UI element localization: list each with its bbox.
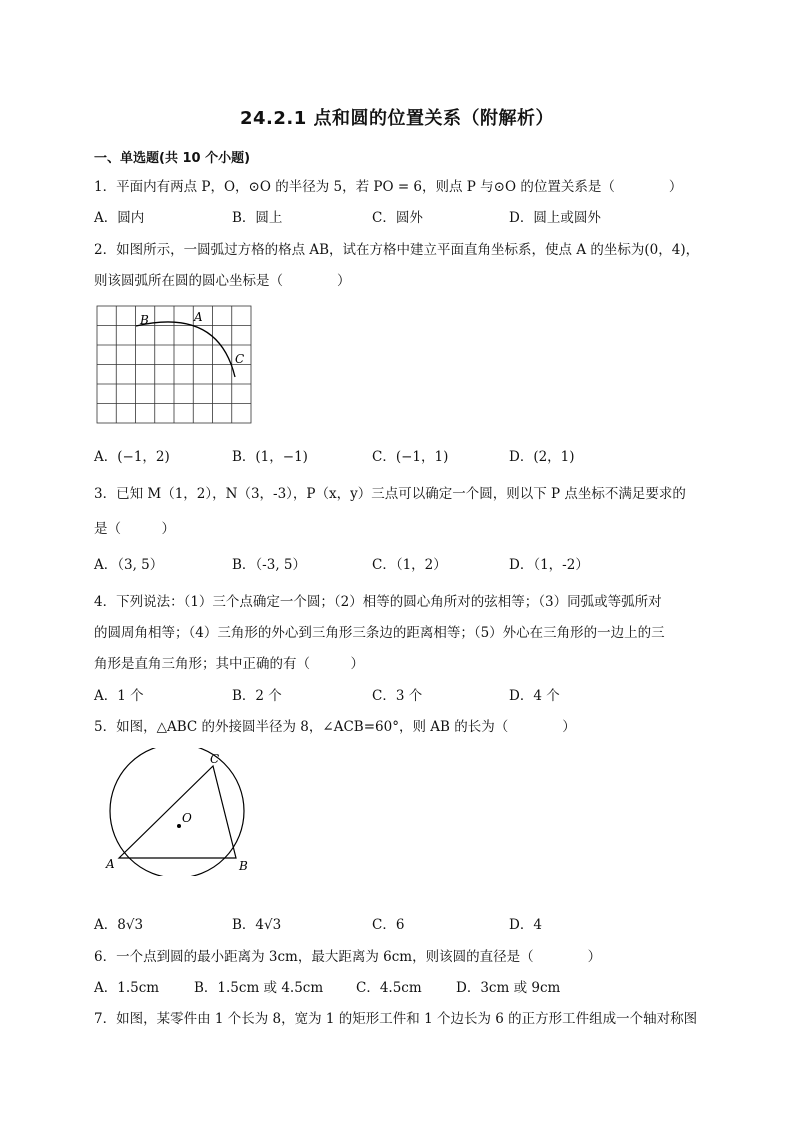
- question-3-stem-line-2: 是（ ）: [94, 521, 175, 537]
- question-3-option-c: C．（1，2）: [372, 557, 447, 573]
- question-1-stem: 1．平面内有两点 P，O，⊙O 的半径为 5，若 PO = 6，则点 P 与⊙O 的位置关系是（ ）: [94, 179, 683, 195]
- triangle-abc: [119, 766, 236, 858]
- question-4-stem-line-3: 角形是直角三角形；其中正确的有（ ）: [94, 656, 364, 672]
- question-3-option-b: B．（-3, 5）: [232, 557, 306, 573]
- center-point: [177, 824, 181, 828]
- question-4-option-d: D．4 个: [509, 688, 560, 704]
- arc-curve: [136, 322, 235, 377]
- point-label-b: B: [140, 313, 149, 327]
- question-1-options: [94, 206, 714, 226]
- question-5-option-c: C．6: [372, 917, 405, 933]
- question-5-option-a: A．8√3: [94, 917, 144, 933]
- point-label-c: C: [235, 352, 245, 366]
- question-4-options: [94, 684, 714, 704]
- point-label-a: A: [106, 857, 115, 871]
- question-5-stem: 5．如图，△ABC 的外接圆半径为 8，∠ACB=60°，则 AB 的长为（ ）: [94, 719, 576, 735]
- question-6-options: [94, 976, 714, 996]
- question-3-option-a: A．（3, 5）: [94, 557, 164, 573]
- question-1-option-b: B．圆上: [232, 210, 283, 226]
- question-2-option-b: B．(1，−1): [232, 449, 308, 465]
- question-5-circle-figure: [100, 748, 260, 876]
- question-2-option-c: C．(−1，1): [372, 449, 449, 465]
- question-4-stem-line-1: 4．下列说法：（1）三个点确定一个圆；（2）相等的圆心角所对的弦相等；（3）同弧或等弧所对: [94, 594, 662, 610]
- question-6-option-d: D．3cm 或 9cm: [456, 980, 561, 996]
- question-6-option-c: C．4.5cm: [356, 980, 422, 996]
- section-title: 一、单选题(共 10 个小题): [94, 151, 251, 166]
- point-label-o: O: [182, 811, 192, 825]
- question-1-option-d: D．圆上或圆外: [509, 210, 601, 226]
- question-2-option-a: A．(−1，2): [94, 449, 170, 465]
- question-6-option-b: B．1.5cm 或 4.5cm: [194, 980, 324, 996]
- question-5-option-d: D．4: [509, 917, 542, 933]
- question-4-option-a: A．1 个: [94, 688, 144, 704]
- question-4-stem-line-2: 的圆周角相等；（4）三角形的外心到三角形三条边的距离相等；（5）外心在三角形的一边上的三: [94, 625, 665, 641]
- question-2-stem-line-2: 则该圆弧所在圆的圆心坐标是（ ）: [94, 273, 351, 289]
- question-5-options: [94, 913, 714, 933]
- point-label-a: A: [194, 310, 203, 324]
- question-6-option-a: A．1.5cm: [94, 980, 160, 996]
- question-7-stem: 7．如图，某零件由 1 个长为 8，宽为 1 的矩形工件和 1 个边长为 6 的正方形工件组成一个轴对称图: [94, 1011, 698, 1027]
- question-4-option-b: B．2 个: [232, 688, 282, 704]
- question-1-option-c: C．圆外: [372, 210, 423, 226]
- question-2-grid-figure: [96, 305, 256, 427]
- question-3-option-d: D．（1，-2）: [509, 557, 589, 573]
- point-label-c: C: [210, 752, 220, 766]
- question-3-options: [94, 553, 714, 573]
- question-4-option-c: C．3 个: [372, 688, 423, 704]
- question-2-options: [94, 445, 714, 465]
- question-2-option-d: D．(2，1): [509, 449, 575, 465]
- question-3-stem-line-1: 3．已知 M（1，2），N（3，-3），P（x，y）三点可以确定一个圆，则以下 P 点坐标不满足要求的: [94, 486, 686, 502]
- question-2-stem-line-1: 2．如图所示，一圆弧过方格的格点 AB，试在方格中建立平面直角坐标系，使点 A 的坐标为(0，4)，: [94, 242, 700, 258]
- page-title: 24.2.1 点和圆的位置关系（附解析）: [239, 108, 555, 129]
- point-label-b: B: [239, 859, 248, 873]
- question-5-option-b: B．4√3: [232, 917, 282, 933]
- question-1-option-a: A．圆内: [94, 210, 145, 226]
- question-6-stem: 6．一个点到圆的最小距离为 3cm，最大距离为 6cm，则该圆的直径是（ ）: [94, 949, 602, 965]
- grid-lines: [97, 306, 251, 423]
